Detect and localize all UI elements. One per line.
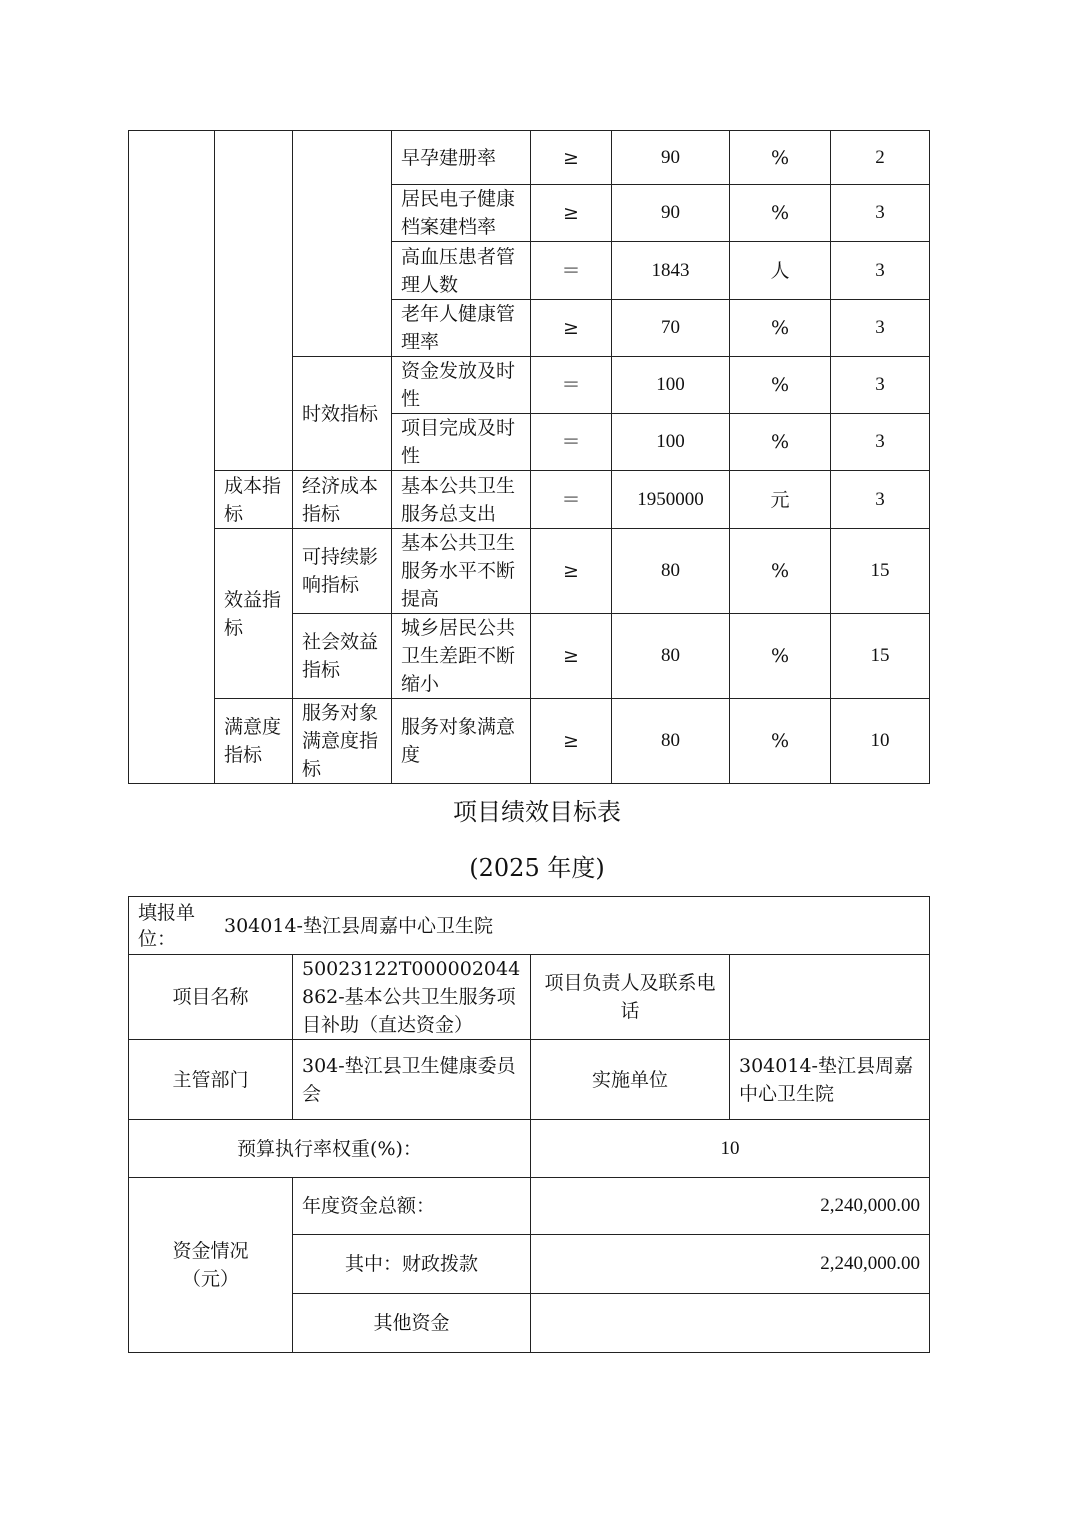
project-name-value: 50023122T000002044862-基本公共卫生服务项目补助（直达资金） — [293, 955, 531, 1040]
indicator-operator: ＝ — [531, 471, 612, 529]
level3-social: 社会效益指标 — [293, 614, 392, 699]
indicator-table — [128, 130, 930, 784]
indicator-value: 90 — [612, 131, 730, 185]
indicator-value: 80 — [612, 699, 730, 784]
contact-value — [730, 955, 930, 1040]
level3-cell — [293, 131, 392, 357]
level2-cell — [215, 131, 293, 471]
impl-label: 实施单位 — [531, 1040, 730, 1120]
indicator-operator: ≥ — [531, 185, 612, 242]
table-row — [129, 699, 930, 784]
indicator-unit: % — [730, 529, 831, 614]
annual-total-label: 年度资金总额： — [293, 1178, 531, 1235]
indicator-operator: ＝ — [531, 414, 612, 471]
table-row — [129, 897, 930, 955]
indicator-unit: % — [730, 300, 831, 357]
indicator-operator: ≥ — [531, 699, 612, 784]
indicator-value: 80 — [612, 614, 730, 699]
annual-total-value: 2,240,000.00 — [531, 1178, 930, 1235]
page-title: 项目绩效目标表 — [453, 798, 621, 826]
table-row — [129, 471, 930, 529]
indicator-unit: % — [730, 185, 831, 242]
project-name-label: 项目名称 — [129, 955, 293, 1040]
indicator-value: 100 — [612, 357, 730, 414]
indicator-operator: ≥ — [531, 614, 612, 699]
indicator-operator: ≥ — [531, 131, 612, 185]
indicator-weight: 3 — [831, 185, 930, 242]
page-subtitle: (2025 年度) — [469, 854, 605, 882]
table-row — [129, 1040, 930, 1120]
other-funds-label: 其他资金 — [293, 1294, 531, 1353]
indicator-value: 90 — [612, 185, 730, 242]
table-row — [129, 1178, 930, 1235]
funds-label-text: 资金情况（元） — [172, 1240, 249, 1290]
indicator-weight: 3 — [831, 471, 930, 529]
indicator-name: 资金发放及时性 — [392, 357, 531, 414]
indicator-name: 城乡居民公共卫生差距不断缩小 — [392, 614, 531, 699]
table-row — [129, 955, 930, 1040]
indicator-weight: 10 — [831, 699, 930, 784]
indicator-unit: % — [730, 357, 831, 414]
level3-economic-cost: 经济成本指标 — [293, 471, 392, 529]
indicator-weight: 15 — [831, 529, 930, 614]
indicator-value: 1950000 — [612, 471, 730, 529]
indicator-weight: 3 — [831, 300, 930, 357]
contact-label: 项目负责人及联系电话 — [531, 955, 730, 1040]
dept-value: 304-垫江县卫生健康委员会 — [293, 1040, 531, 1120]
table-row — [129, 131, 930, 185]
level2-satisfaction: 满意度指标 — [215, 699, 293, 784]
level2-benefit: 效益指标 — [215, 529, 293, 699]
fiscal-value: 2,240,000.00 — [531, 1235, 930, 1294]
reporting-unit-label: 填报单位： — [138, 901, 196, 950]
indicator-value: 80 — [612, 529, 730, 614]
level2-cost: 成本指标 — [215, 471, 293, 529]
indicator-value: 70 — [612, 300, 730, 357]
reporting-unit-cell — [129, 897, 930, 955]
fiscal-label: 其中：财政拨款 — [293, 1235, 531, 1294]
indicator-name: 基本公共卫生服务总支出 — [392, 471, 531, 529]
indicator-name: 基本公共卫生服务水平不断提高 — [392, 529, 531, 614]
indicator-unit: % — [730, 614, 831, 699]
table-row — [129, 1120, 930, 1178]
level3-service-satisfaction: 服务对象满意度指标 — [293, 699, 392, 784]
indicator-unit: % — [730, 131, 831, 185]
impl-value: 304014-垫江县周嘉中心卫生院 — [730, 1040, 930, 1120]
indicator-name: 服务对象满意度 — [392, 699, 531, 784]
indicator-unit: % — [730, 414, 831, 471]
budget-weight-value: 10 — [531, 1120, 930, 1178]
project-table — [128, 896, 930, 1353]
indicator-operator: ≥ — [531, 300, 612, 357]
dept-label: 主管部门 — [129, 1040, 293, 1120]
indicator-name: 早孕建册率 — [392, 131, 531, 185]
indicator-weight: 2 — [831, 131, 930, 185]
indicator-name: 高血压患者管理人数 — [392, 242, 531, 300]
indicator-value: 100 — [612, 414, 730, 471]
other-funds-value — [531, 1294, 930, 1353]
indicator-operator: ≥ — [531, 529, 612, 614]
indicator-unit: 元 — [730, 471, 831, 529]
indicator-weight: 3 — [831, 357, 930, 414]
budget-weight-label: 预算执行率权重(%)： — [129, 1120, 531, 1178]
level3-timeliness: 时效指标 — [293, 357, 392, 471]
indicator-operator: ＝ — [531, 242, 612, 300]
level1-cell — [129, 131, 215, 784]
indicator-weight: 15 — [831, 614, 930, 699]
indicator-operator: ＝ — [531, 357, 612, 414]
indicator-unit: 人 — [730, 242, 831, 300]
indicator-weight: 3 — [831, 242, 930, 300]
indicator-name: 项目完成及时性 — [392, 414, 531, 471]
table-row — [129, 529, 930, 614]
funds-label — [129, 1178, 293, 1353]
indicator-weight: 3 — [831, 414, 930, 471]
indicator-unit: % — [730, 699, 831, 784]
reporting-unit-value: 304014-垫江县周嘉中心卫生院 — [224, 914, 493, 937]
level3-sustainable: 可持续影响指标 — [293, 529, 392, 614]
indicator-name: 老年人健康管理率 — [392, 300, 531, 357]
indicator-value: 1843 — [612, 242, 730, 300]
indicator-name: 居民电子健康档案建档率 — [392, 185, 531, 242]
